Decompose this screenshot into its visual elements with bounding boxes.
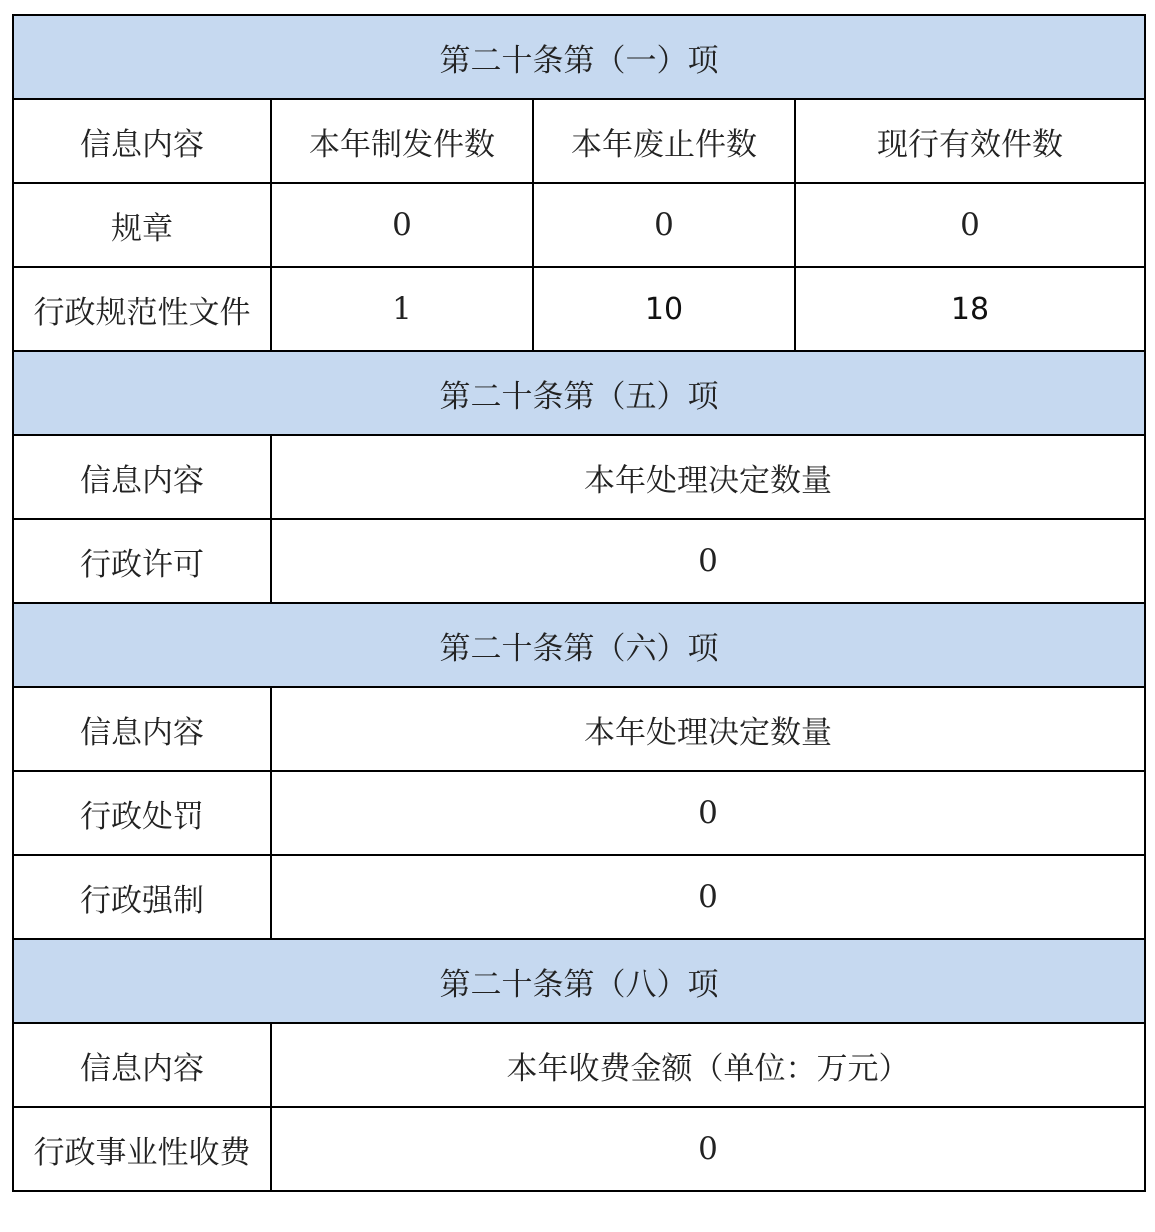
header-cell: 信息内容 bbox=[13, 1023, 271, 1107]
row-label: 行政处罚 bbox=[13, 771, 271, 855]
section-title: 第二十条第（五）项 bbox=[13, 351, 1145, 435]
header-cell: 本年处理决定数量 bbox=[271, 687, 1145, 771]
value-cell: 0 bbox=[795, 183, 1145, 267]
table-header-row bbox=[13, 435, 1145, 519]
disclosure-table bbox=[12, 14, 1146, 1192]
table-row bbox=[13, 771, 1145, 855]
header-cell: 信息内容 bbox=[13, 435, 271, 519]
value-cell: 1 bbox=[271, 267, 533, 351]
value-cell: 10 bbox=[533, 267, 795, 351]
table-header-row bbox=[13, 1023, 1145, 1107]
header-cell: 现行有效件数 bbox=[795, 99, 1145, 183]
row-label: 行政许可 bbox=[13, 519, 271, 603]
header-cell: 信息内容 bbox=[13, 99, 271, 183]
section-title: 第二十条第（八）项 bbox=[13, 939, 1145, 1023]
value-cell: 0 bbox=[271, 855, 1145, 939]
table-row bbox=[13, 519, 1145, 603]
value-cell: 0 bbox=[271, 519, 1145, 603]
table-header-row bbox=[13, 99, 1145, 183]
value-cell: 0 bbox=[271, 1107, 1145, 1191]
row-label: 规章 bbox=[13, 183, 271, 267]
header-cell: 本年收费金额（单位：万元） bbox=[271, 1023, 1145, 1107]
header-cell: 本年制发件数 bbox=[271, 99, 533, 183]
header-cell: 信息内容 bbox=[13, 687, 271, 771]
row-label: 行政强制 bbox=[13, 855, 271, 939]
table-row bbox=[13, 267, 1145, 351]
table-row bbox=[13, 183, 1145, 267]
value-cell: 0 bbox=[533, 183, 795, 267]
section-title-row bbox=[13, 351, 1145, 435]
row-label: 行政规范性文件 bbox=[13, 267, 271, 351]
table-header-row bbox=[13, 687, 1145, 771]
section-title-row bbox=[13, 603, 1145, 687]
section-title-row bbox=[13, 939, 1145, 1023]
header-cell: 本年处理决定数量 bbox=[271, 435, 1145, 519]
value-cell: 0 bbox=[271, 183, 533, 267]
table-row bbox=[13, 1107, 1145, 1191]
section-title-row bbox=[13, 15, 1145, 99]
table-row bbox=[13, 855, 1145, 939]
value-cell: 0 bbox=[271, 771, 1145, 855]
row-label: 行政事业性收费 bbox=[13, 1107, 271, 1191]
section-title: 第二十条第（一）项 bbox=[13, 15, 1145, 99]
value-cell: 18 bbox=[795, 267, 1145, 351]
section-title: 第二十条第（六）项 bbox=[13, 603, 1145, 687]
header-cell: 本年废止件数 bbox=[533, 99, 795, 183]
